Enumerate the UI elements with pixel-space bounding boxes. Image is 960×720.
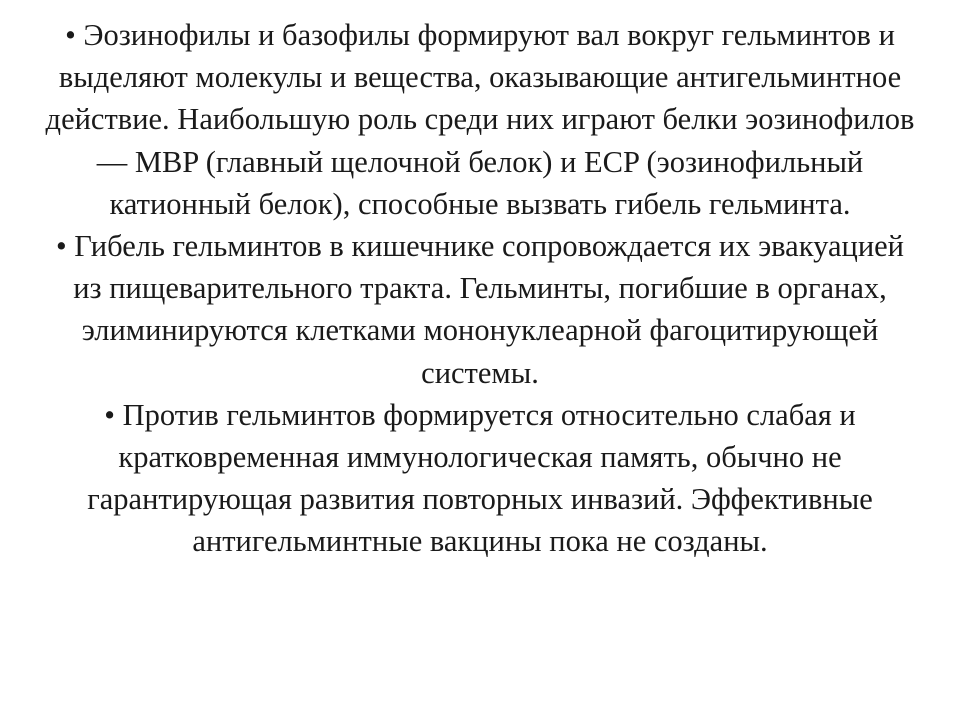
bullet-paragraph-helminth-death: • Гибель гельминтов в кишечнике сопровождается их эвакуацией из пищеварительного тракта. Гельминты, погибшие в органах, элиминируются клетками мононуклеарной фагоцитирующей системы. <box>55 229 904 390</box>
bullet-paragraph-immune-memory: • Против гельминтов формируется относительно слабая и кратковременная иммунологическая память, обычно не гарантирующая развития повторных инвазий. Эффективные антигельминтные вакцины пока не созданы. <box>87 397 873 559</box>
bullet-paragraph-eosinophils: • Эозинофилы и базофилы формируют вал вокруг гельминтов и выделяют молекулы и вещества, оказывающие антигельминтное действие. Наибольшую роль среди них играют белки эозинофилов — MBP (главный щелочной белок) и ECP (эозинофильный катионный белок), способные вызвать гибель гельминта. <box>45 18 915 221</box>
slide-text-body <box>40 14 920 563</box>
